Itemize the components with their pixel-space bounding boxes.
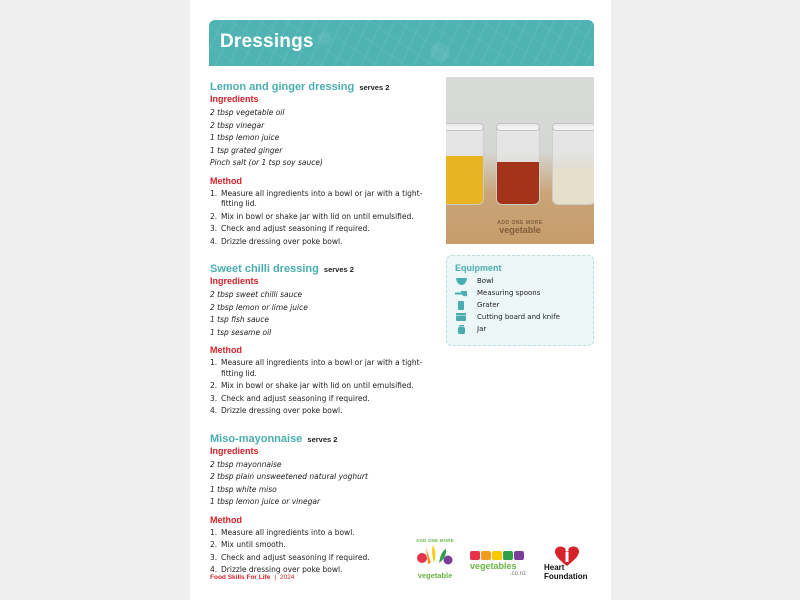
step-number: 4. <box>210 236 218 246</box>
footer-year: 2024 <box>280 574 295 581</box>
recipe-title: Sweet chilli dressing <box>210 263 319 275</box>
method-heading: Method <box>210 514 242 525</box>
dressing-fill-red <box>497 162 539 204</box>
equipment-item <box>455 311 585 323</box>
title-banner <box>209 20 594 66</box>
recipe-sweet-chilli <box>210 257 435 417</box>
ingredient-item: 2 tbsp vegetable oil <box>210 108 285 117</box>
ingredient-item: 2 tbsp plain unsweetened natural yoghurt <box>210 472 368 481</box>
method-step <box>210 212 435 223</box>
recipe-header <box>210 75 435 94</box>
method-step <box>210 394 435 405</box>
ingredients-heading: Ingredients <box>210 445 259 456</box>
vnz-word: vegetables <box>470 561 517 571</box>
method-step <box>210 528 435 539</box>
step-number: 2. <box>210 211 218 221</box>
step-number: 2. <box>210 540 218 549</box>
hf-line1: Heart <box>544 563 565 572</box>
equipment-label: Bowl <box>477 277 494 285</box>
footer-brand-name: Food Skills For Life <box>210 574 271 581</box>
step-text: Mix until smooth. <box>221 540 286 549</box>
step-number: 1. <box>210 358 218 367</box>
step-text: Measure all ingredients into a bowl or jar with a tight-fitting lid. <box>221 358 423 378</box>
equipment-item <box>455 323 585 335</box>
serves-label: serves 2 <box>323 265 354 274</box>
recipe-header <box>210 427 435 446</box>
ingredients-heading: Ingredients <box>210 94 259 104</box>
measuring-spoon-icon <box>455 289 467 298</box>
ingredient-item: 1 tsp grated ginger <box>210 145 283 155</box>
serves-label: serves 2 <box>359 83 390 92</box>
step-number: 3. <box>210 393 218 403</box>
step-text: Check and adjust seasoning if required. <box>221 552 370 562</box>
method-step <box>210 358 435 379</box>
method-heading: Method <box>210 345 242 355</box>
watermark-small: ADD ONE MORE <box>497 220 543 226</box>
heart-foundation-logo <box>542 545 597 585</box>
jar-lemon-ginger <box>446 125 484 205</box>
step-number: 1. <box>210 188 218 198</box>
recipes-column <box>210 75 435 586</box>
step-text: Mix in bowl or shake jar with lid on until emulsified. <box>221 381 414 390</box>
page-title: Dressings <box>220 31 314 52</box>
ingredients-list <box>210 459 435 509</box>
vnz-domain: .co.nz <box>509 571 526 577</box>
step-text: Measure all ingredients into a bowl or jar with a tight-fitting lid. <box>221 188 423 208</box>
jar-icon <box>455 325 467 334</box>
grater-icon <box>455 301 467 310</box>
step-text: Drizzle dressing over poke bowl. <box>221 565 343 574</box>
step-number: 4. <box>210 565 218 574</box>
ingredient-item: 1 tbsp white miso <box>210 484 277 494</box>
ingredient-item: 2 tbsp mayonnaise <box>210 459 282 469</box>
equipment-label: Measuring spoons <box>477 289 541 297</box>
ingredients-list <box>210 107 435 170</box>
step-number: 2. <box>210 381 218 390</box>
vegetables-illustration-icon <box>413 543 457 567</box>
ingredients-heading: Ingredients <box>210 276 259 286</box>
bowl-icon <box>455 277 467 286</box>
equipment-item <box>455 275 585 287</box>
ingredient-item: 2 tbsp lemon or lime juice <box>210 302 308 312</box>
ingredient-item: 1 tbsp lemon juice or vinegar <box>210 497 321 506</box>
cutting-board-icon <box>455 313 467 322</box>
method-step <box>210 237 435 248</box>
equipment-title: Equipment <box>455 263 502 273</box>
ingredient-item: 2 tbsp sweet chilli sauce <box>210 290 303 299</box>
method-step <box>210 381 435 392</box>
equipment-item <box>455 287 585 299</box>
method-step <box>210 406 435 417</box>
method-heading: Method <box>210 175 242 186</box>
equipment-label: Grater <box>477 301 500 309</box>
step-number: 1. <box>210 527 218 537</box>
serves-label: serves 2 <box>307 434 338 444</box>
watermark-big: vegetable <box>499 225 541 235</box>
step-number: 3. <box>210 552 218 562</box>
step-text: Drizzle dressing over poke bowl. <box>221 406 343 415</box>
equipment-label: Jar <box>477 325 487 333</box>
recipe-title: Lemon and ginger dressing <box>210 81 355 93</box>
photo-watermark <box>446 220 594 235</box>
step-text: Check and adjust seasoning if required. <box>221 393 370 403</box>
footer-separator: | <box>274 574 277 581</box>
ingredients-list <box>210 289 435 339</box>
recipe-title: Miso-mayonnaise <box>210 432 303 445</box>
recipe-miso-mayonnaise <box>210 427 435 576</box>
equipment-list <box>455 275 585 335</box>
vnz-color-blocks <box>470 551 526 560</box>
method-list <box>210 189 435 248</box>
ingredient-item: 1 tsp fish sauce <box>210 315 270 324</box>
method-step <box>210 553 435 564</box>
method-step <box>210 224 435 235</box>
ingredient-item: Pinch salt (or 1 tsp soy sauce) <box>210 158 323 167</box>
step-text: Check and adjust seasoning if required. <box>221 224 370 233</box>
method-step <box>210 189 435 210</box>
jar-miso-mayo <box>552 125 594 205</box>
step-text: Mix in bowl or shake jar with lid on until emulsified. <box>221 211 414 221</box>
heart-foundation-wordmark <box>544 564 588 581</box>
method-step <box>210 540 435 551</box>
aom-tagline: ADD ONE MORE <box>416 538 454 543</box>
ingredient-item: 1 tbsp lemon juice <box>210 133 280 142</box>
footer-brand <box>210 574 294 581</box>
step-text: Drizzle dressing over poke bowl. <box>221 236 343 246</box>
dressing-fill-cream <box>553 168 594 204</box>
equipment-box <box>446 255 594 346</box>
vegetables-co-nz-logo <box>470 551 526 583</box>
dressing-fill-yellow <box>446 156 483 204</box>
step-number: 3. <box>210 224 218 233</box>
aom-word: vegetable <box>417 571 453 580</box>
method-list <box>210 528 435 576</box>
equipment-label: Cutting board and knife <box>477 313 560 321</box>
recipe-lemon-ginger <box>210 75 435 247</box>
step-text: Measure all ingredients into a bowl. <box>221 527 355 537</box>
dressings-photo <box>446 77 594 244</box>
hf-line2: Foundation <box>544 571 588 581</box>
equipment-item <box>455 299 585 311</box>
recipe-header <box>210 257 435 276</box>
ingredient-item: 1 tsp sesame oil <box>210 327 272 337</box>
step-number: 4. <box>210 406 218 415</box>
jar-sweet-chilli <box>496 125 540 205</box>
method-list <box>210 358 435 417</box>
ingredient-item: 2 tbsp vinegar <box>210 120 265 130</box>
recipe-page <box>190 0 611 600</box>
add-one-more-logo <box>413 538 457 582</box>
